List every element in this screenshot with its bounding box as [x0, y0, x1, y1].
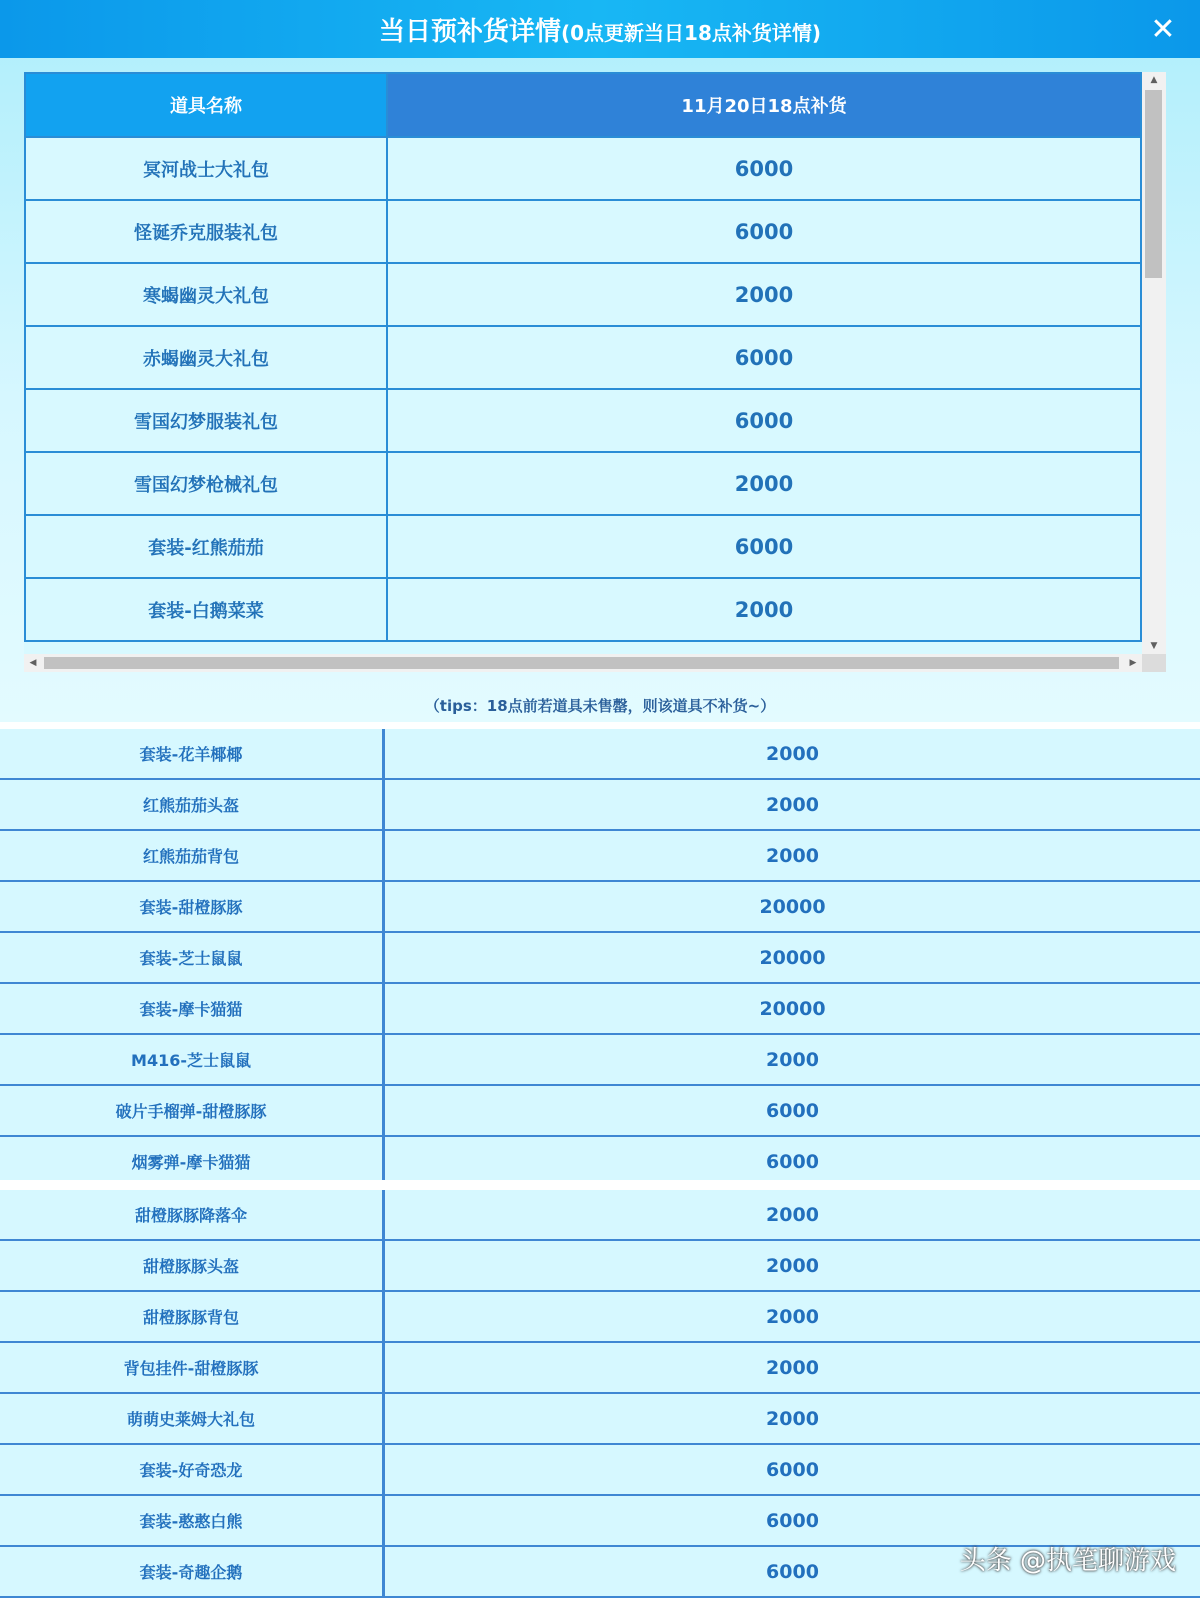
restock-qty-cell: 6000 — [384, 1136, 1200, 1187]
restock-qty-cell: 6000 — [384, 1495, 1200, 1546]
scroll-down-arrow-icon[interactable]: ▼ — [1150, 641, 1158, 651]
restock-qty-cell: 6000 — [387, 137, 1141, 200]
item-name-cell: 背包挂件-甜橙豚豚 — [0, 1342, 384, 1393]
restock-qty-cell: 6000 — [387, 515, 1141, 578]
restock-qty-cell: 2000 — [384, 1190, 1200, 1240]
restock-qty-cell: 2000 — [384, 1034, 1200, 1085]
vertical-scroll-thumb[interactable] — [1145, 90, 1162, 278]
restock-qty-cell: 2000 — [384, 779, 1200, 830]
dialog-title-main: 当日预补货详情 — [378, 16, 561, 47]
table-row — [25, 263, 1141, 326]
item-name-cell: 套装-摩卡猫猫 — [0, 983, 384, 1034]
restock-qty-cell: 2000 — [384, 1342, 1200, 1393]
table-row — [0, 830, 1200, 881]
item-name-cell: 雪国幻梦服装礼包 — [25, 389, 387, 452]
item-name-cell: 套装-甜橙豚豚 — [0, 881, 384, 932]
item-name-cell: M416-芝士鼠鼠 — [0, 1034, 384, 1085]
table-row — [0, 1190, 1200, 1240]
table-row — [0, 932, 1200, 983]
item-name-cell: 寒蝎幽灵大礼包 — [25, 263, 387, 326]
item-name-cell: 套装-花羊椰椰 — [0, 729, 384, 779]
item-name-cell: 萌萌史莱姆大礼包 — [0, 1393, 384, 1444]
item-name-cell: 冥河战士大礼包 — [25, 137, 387, 200]
column-header-restock-qty: 11月20日18点补货 — [387, 73, 1141, 137]
table-row — [0, 881, 1200, 932]
table-row — [0, 1240, 1200, 1291]
table-row — [0, 1085, 1200, 1136]
item-name-cell: 破片手榴弹-甜橙豚豚 — [0, 1085, 384, 1136]
table-row — [0, 1495, 1200, 1546]
item-name-cell: 套装-红熊茄茄 — [25, 515, 387, 578]
item-name-cell: 赤蝎幽灵大礼包 — [25, 326, 387, 389]
item-name-cell: 套装-奇趣企鹅 — [0, 1546, 384, 1597]
scroll-right-arrow-icon[interactable]: ▶ — [1129, 658, 1137, 668]
horizontal-scroll-thumb[interactable] — [44, 657, 1119, 669]
restock-qty-cell: 6000 — [387, 326, 1141, 389]
table-row — [25, 326, 1141, 389]
scroll-up-arrow-icon[interactable]: ▲ — [1150, 75, 1158, 85]
tips-text: （tips：18点前若道具未售罄，则该道具不补货~） — [424, 697, 776, 715]
scroll-left-arrow-icon[interactable]: ◀ — [29, 658, 37, 668]
table-row — [0, 1444, 1200, 1495]
table-header-row — [25, 73, 1141, 137]
item-name-cell: 甜橙豚豚降落伞 — [0, 1190, 384, 1240]
item-name-cell: 怪诞乔克服装礼包 — [25, 200, 387, 263]
table-row — [0, 1393, 1200, 1444]
table-row — [0, 729, 1200, 779]
dialog-title-subtitle: (0点更新当日18点补货详情) — [560, 20, 822, 45]
section-divider — [0, 1180, 1200, 1190]
watermark: 头条 @执笔聊游戏 — [959, 1546, 1176, 1576]
scrollbar-corner — [1142, 654, 1166, 672]
table-row — [0, 1034, 1200, 1085]
item-name-cell: 套装-白鹅菜菜 — [25, 578, 387, 641]
restock-qty-cell: 20000 — [384, 932, 1200, 983]
restock-table — [24, 72, 1142, 642]
horizontal-scrollbar[interactable] — [24, 654, 1142, 672]
table-row — [25, 389, 1141, 452]
column-header-item-name: 道具名称 — [25, 73, 387, 137]
restock-qty-cell: 2000 — [384, 1240, 1200, 1291]
restock-list-section-2 — [0, 729, 1200, 1188]
item-name-cell: 套装-好奇恐龙 — [0, 1444, 384, 1495]
item-name-cell: 甜橙豚豚头盔 — [0, 1240, 384, 1291]
table-viewport — [24, 72, 1142, 654]
table-row — [0, 779, 1200, 830]
restock-qty-cell: 20000 — [384, 983, 1200, 1034]
restock-dialog — [0, 0, 1200, 722]
table-row — [0, 1342, 1200, 1393]
restock-qty-cell: 2000 — [384, 729, 1200, 779]
item-name-cell: 红熊茄茄背包 — [0, 830, 384, 881]
restock-qty-cell: 6000 — [384, 1444, 1200, 1495]
item-name-cell: 套装-芝士鼠鼠 — [0, 932, 384, 983]
table-row — [25, 137, 1141, 200]
restock-qty-cell: 2000 — [384, 1291, 1200, 1342]
item-name-cell: 甜橙豚豚背包 — [0, 1291, 384, 1342]
restock-qty-cell: 2000 — [384, 1393, 1200, 1444]
restock-qty-cell: 6000 — [384, 1085, 1200, 1136]
restock-qty-cell: 6000 — [387, 389, 1141, 452]
restock-qty-cell: 2000 — [387, 263, 1141, 326]
table-row — [25, 200, 1141, 263]
restock-qty-cell: 2000 — [384, 830, 1200, 881]
restock-list-section-3 — [0, 1190, 1200, 1598]
table-row — [0, 983, 1200, 1034]
vertical-scrollbar[interactable] — [1142, 72, 1166, 654]
restock-qty-cell: 2000 — [387, 452, 1141, 515]
table-row — [25, 515, 1141, 578]
table-row — [0, 1291, 1200, 1342]
restock-table-panel — [24, 72, 1166, 678]
restock-qty-cell: 20000 — [384, 881, 1200, 932]
table-row — [25, 578, 1141, 641]
item-name-cell: 烟雾弹-摩卡猫猫 — [0, 1136, 384, 1187]
dialog-title-bar — [0, 0, 1200, 58]
restock-qty-cell: 6000 — [387, 200, 1141, 263]
item-name-cell: 套装-憨憨白熊 — [0, 1495, 384, 1546]
table-row — [25, 452, 1141, 515]
item-name-cell: 雪国幻梦枪械礼包 — [25, 452, 387, 515]
restock-qty-cell: 2000 — [387, 578, 1141, 641]
restock-qty-cell: 6000 — [384, 1546, 1200, 1597]
close-icon[interactable]: ✕ — [1150, 11, 1176, 47]
dialog-title — [379, 11, 821, 48]
item-name-cell: 红熊茄茄头盔 — [0, 779, 384, 830]
